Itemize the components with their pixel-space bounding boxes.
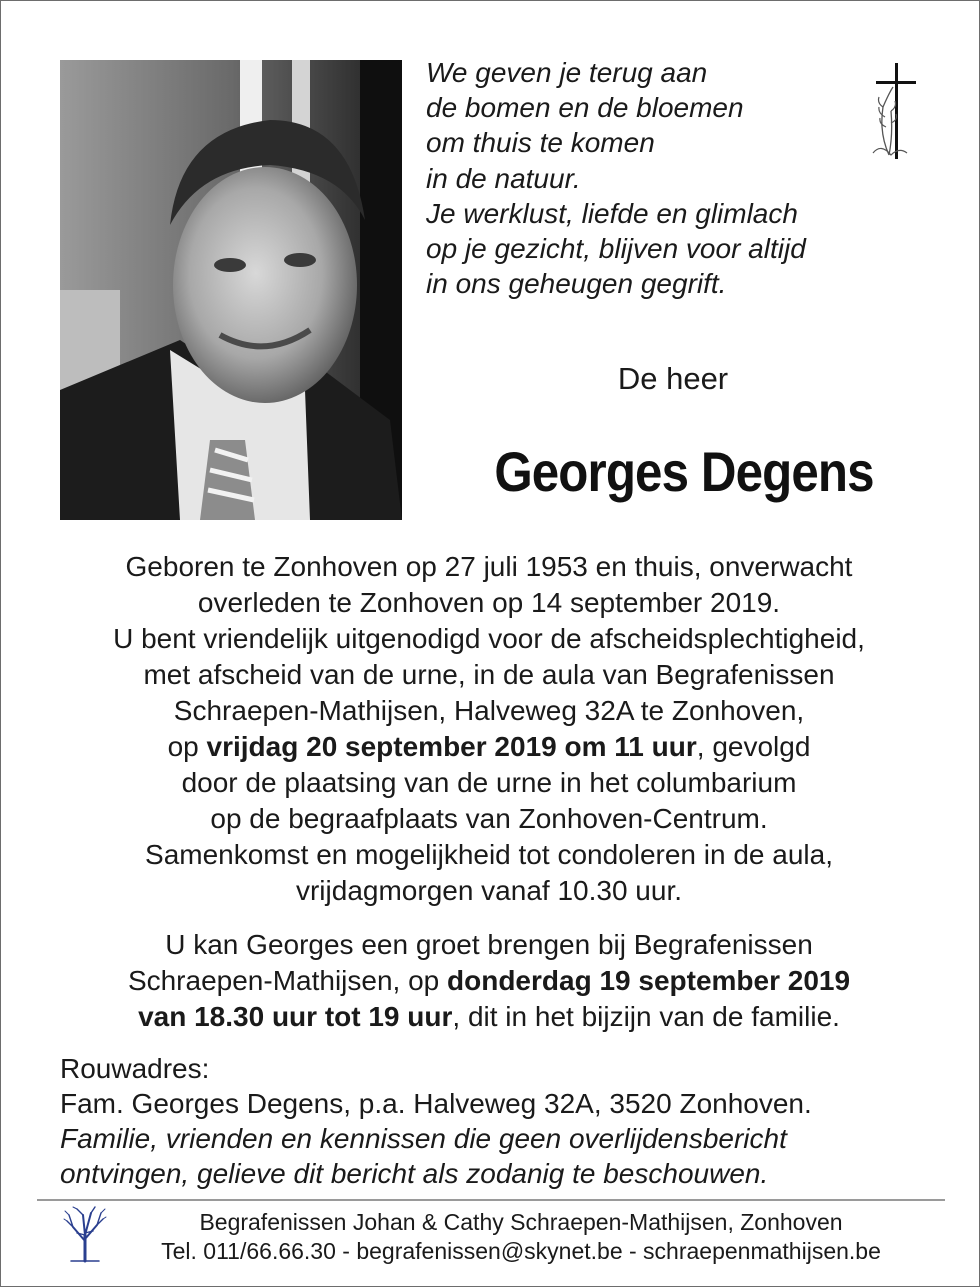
announcement-text [41, 549, 937, 909]
visitation-line [41, 999, 937, 1035]
tree-logo-icon [63, 1205, 107, 1268]
announcement-line: met afscheid van de urne, in de aula van Begrafenissen [143, 659, 835, 690]
visitation-line [41, 963, 937, 999]
poem-line: de bomen en de bloemen [426, 92, 744, 124]
ceremony-suffix: , gevolgd [696, 731, 811, 762]
visitation-text [41, 927, 937, 1035]
honorific: De heer [617, 361, 729, 396]
announcement-line: Schraepen-Mathijsen, Halveweg 32A te Zonhoven, [173, 695, 805, 726]
deceased-name: Georges Degens [494, 440, 874, 503]
announcement-line: U bent vriendelijk uitgenodigd voor de afscheidsplechtigheid, [113, 623, 865, 654]
ceremony-prefix: op [167, 731, 207, 762]
funeral-home-footer [111, 1208, 931, 1266]
address-note: ontvingen, gelieve dit bericht als zodanig te beschouwen. [60, 1158, 769, 1189]
poem-line: op je gezicht, blijven voor altijd [426, 233, 806, 265]
poem-line: in ons geheugen gegrift. [426, 268, 727, 300]
announcement-line: overleden te Zonhoven op 14 september 2019. [197, 587, 781, 618]
poem-line: We geven je terug aan [426, 57, 708, 88]
address-note: Familie, vrienden en kennissen die geen overlijdensbericht [60, 1123, 787, 1154]
announcement-line: Geboren te Zonhoven op 27 juli 1953 en thuis, onverwacht [125, 551, 853, 582]
poem [426, 55, 806, 301]
address-label: Rouwadres: [60, 1053, 210, 1084]
visitation-line: U kan Georges een groet brengen bij Begrafenissen [165, 929, 813, 960]
address-value: Fam. Georges Degens, p.a. Halveweg 32A, 3520 Zonhoven. [60, 1088, 812, 1119]
announcement-line: vrijdagmorgen vanaf 10.30 uur. [295, 875, 683, 906]
ceremony-datetime: vrijdag 20 september 2019 om 11 uur [206, 731, 697, 762]
announcement-line: door de plaatsing van de urne in het columbarium [181, 767, 797, 798]
mourning-address [60, 1051, 940, 1191]
portrait-photo [60, 60, 402, 520]
visitation-prefix: Schraepen-Mathijsen, op [127, 965, 448, 996]
poem-line: om thuis te komen [426, 127, 655, 159]
announcement-line-ceremony [41, 729, 937, 765]
funeral-home-contact: Tel. 011/66.66.30 - begrafenissen@skynet.be - schraepenmathijsen.be [161, 1238, 881, 1264]
footer-divider [37, 1199, 945, 1201]
announcement-line: Samenkomst en mogelijkheid tot condoleren in de aula, [145, 839, 833, 870]
cross-icon [867, 63, 917, 164]
visitation-suffix: , dit in het bijzijn van de familie. [452, 1001, 840, 1032]
visitation-date: donderdag 19 september 2019 [447, 965, 851, 996]
funeral-home-name: Begrafenissen Johan & Cathy Schraepen-Mathijsen, Zonhoven [199, 1209, 843, 1235]
announcement-line: op de begraafplaats van Zonhoven-Centrum. [210, 803, 768, 834]
visitation-time: van 18.30 uur tot 19 uur [138, 1001, 453, 1032]
poem-line: Je werklust, liefde en glimlach [426, 197, 798, 229]
poem-line: in de natuur. [426, 162, 581, 194]
